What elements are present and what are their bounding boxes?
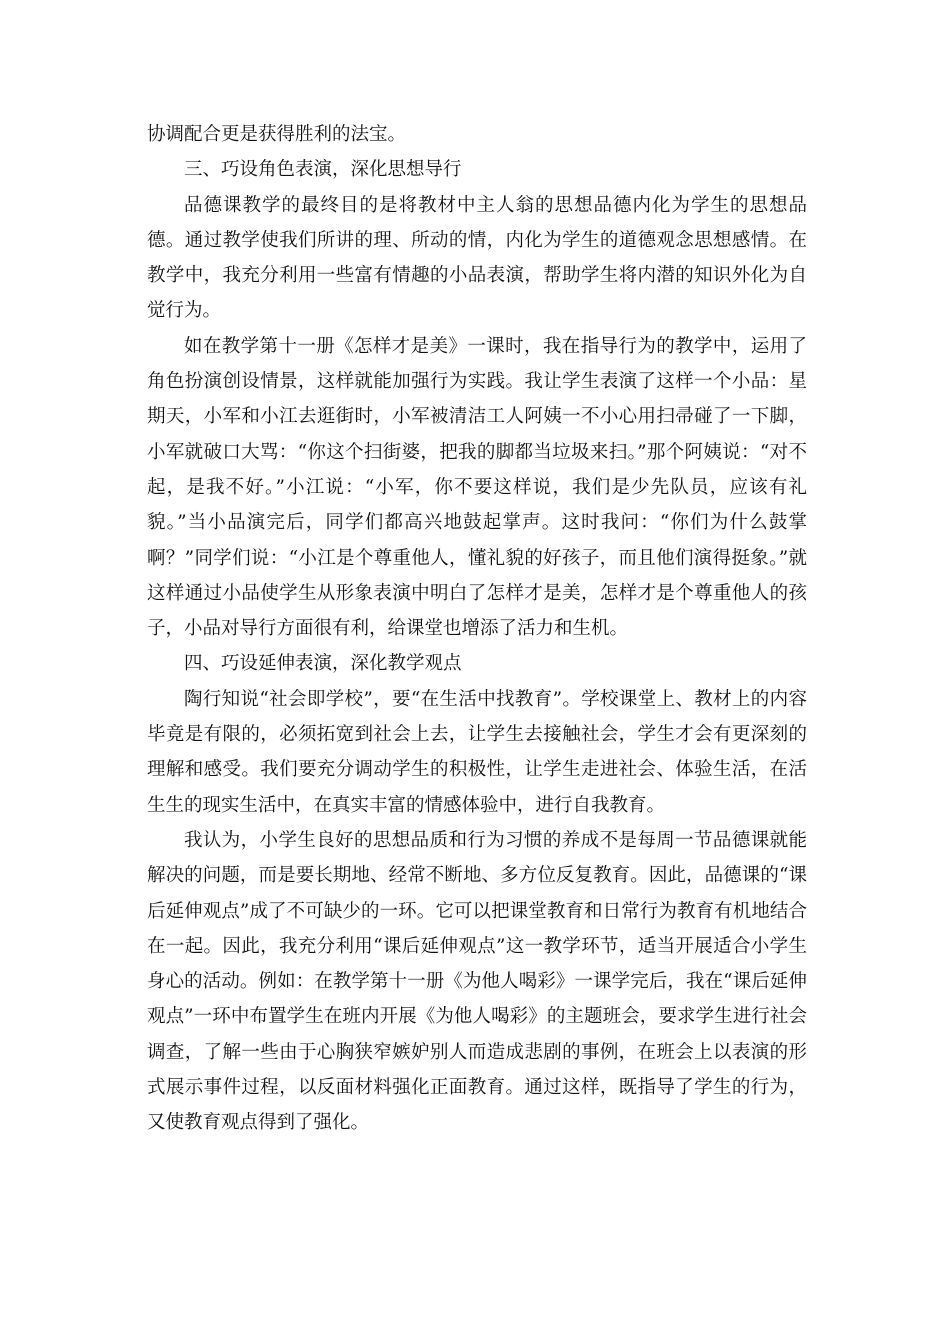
section-heading-3: 三、巧设角色表演，深化思想导行: [184, 159, 462, 181]
paragraph: 陶行知说“社会即学校”，要“在生活中找教育”。学校课堂上、教材上的内容毕竟是有限的，必须拓宽到社会上去，让学生去接触社会，学生才会有更深刻的理解和感受。我们要充分调动学生的积极性，让学生走进社会、体验生活，在活生生的现实生活中，在真实丰富的情感体验中，进行自我教育。: [147, 688, 807, 816]
paragraph: 如在教学第十一册《怎样才是美》一课时，我在指导行为的教学中，运用了角色扮演创设情景，这样就能加强行为实践。我让学生表演了这样一个小品：星期天，小军和小江去逛街时，小军被清洁工人阿姨一不小心用扫帚碰了一下脚，小军就破口大骂：“你这个扫街婆，把我的脚都当垃圾来扫。”那个阿姨说：“对不起，是我不好。”小江说：“小军，你不要这样说，我们是少先队员，应该有礼貌。”当小品演完后，同学们都高兴地鼓起掌声。这时我问：“你们为什么鼓掌啊？”同学们说：“小江是个尊重他人，懂礼貌的好孩子，而且他们演得挺象。”就这样通过小品使学生从形象表演中明白了怎样才是美，怎样才是个尊重他人的孩子，小品对导行方面很有利，给课堂也增添了活力和生机。: [147, 335, 807, 640]
paragraph: 我认为，小学生良好的思想品质和行为习惯的养成不是每周一节品德课就能解决的问题，而是要长期地、经常不断地、多方位反复教育。因此，品德课的“课后延伸观点”成了不可缺少的一环。它可以把课堂教育和日常行为教育有机地结合在一起。因此，我充分利用“课后延伸观点”这一教学环节，适当开展适合小学生身心的活动。例如：在教学第十一册《为他人喝彩》一课学完后，我在“课后延伸观点”一环中布置学生在班内开展《为他人喝彩》的主题班会，要求学生进行社会调查，了解一些由于心胸狭窄嫉妒别人而造成悲剧的事例，在班会上以表演的形式展示事件过程，以反面材料强化正面教育。通过这样，既指导了学生的行为，又使教育观点得到了强化。: [147, 829, 807, 1134]
paragraph: 品德课教学的最终目的是将教材中主人翁的思想品德内化为学生的思想品德。通过教学使我们所讲的理、所动的情，内化为学生的道德观念思想感情。在教学中，我充分利用一些富有情趣的小品表演，帮助学生将内潜的知识外化为自觉行为。: [147, 194, 807, 322]
document-body: [147, 117, 807, 1141]
paragraph-continuation: 协调配合更是获得胜利的法宝。: [147, 124, 407, 145]
section-heading-4: 四、巧设延伸表演，深化教学观点: [184, 653, 462, 675]
